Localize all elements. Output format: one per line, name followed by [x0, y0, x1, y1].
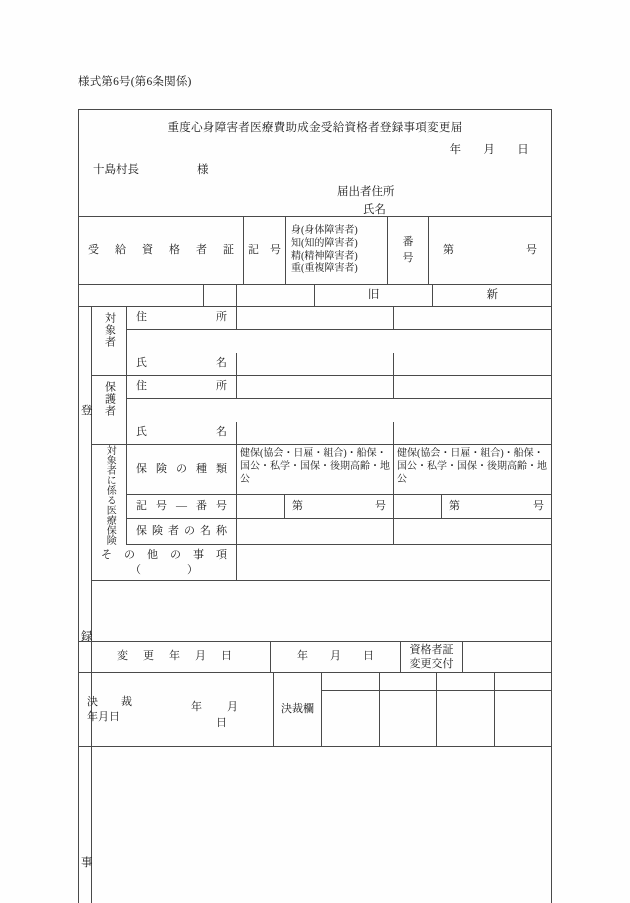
insurer-char-5: 名 [200, 524, 211, 537]
cert-char-3: 資 [142, 243, 153, 256]
other-char-4: の [170, 549, 181, 561]
stamp-header-1 [322, 673, 380, 690]
reg-char-3: 事 [79, 855, 92, 888]
group-label-guardian-spacer [92, 422, 127, 445]
chg-char-3: 年 [169, 650, 180, 663]
decision-month-label: 月 [227, 701, 238, 713]
guardian-name-row [92, 422, 551, 445]
page-title: 重度心身障害者医療費助成金受給資格者登録事項変更届 [167, 122, 463, 134]
change-date-row [79, 642, 551, 673]
insurance-no-old-field[interactable] [285, 495, 393, 518]
chg-char-5: 日 [221, 650, 232, 663]
certificate-number-markers [433, 243, 547, 259]
stamp-cell-1[interactable] [322, 691, 380, 746]
decision-date-value [191, 700, 273, 732]
group-label-guardian [92, 376, 127, 422]
decision-year-label: 年 [191, 701, 202, 713]
addressee-line [93, 161, 209, 177]
target-name-old[interactable] [237, 353, 394, 376]
other-char-5: 事 [193, 549, 204, 561]
date-day-label: 日 [517, 144, 529, 156]
guardian-name-char-2: 名 [216, 426, 227, 439]
ins-no-char-3: — [176, 499, 187, 512]
admin-table [78, 641, 552, 747]
insurance-number-row [127, 495, 551, 519]
go-label: 号 [526, 243, 537, 256]
ins-type-char-3: の [176, 462, 187, 475]
disability-code-cell [286, 217, 388, 285]
bango-label-cell: 番 号 [388, 217, 429, 285]
stamp-cell-2[interactable] [380, 691, 438, 746]
insurance-number-label [127, 495, 237, 519]
decision-stamp-header [322, 673, 551, 691]
group-label-guardian-text: 保護者 [103, 381, 116, 417]
insurer-char-1: 保 [136, 524, 147, 537]
cert-char-1: 受 [88, 243, 99, 256]
ins-type-char-2: 険 [156, 462, 167, 475]
ins-no-char-4: 番 [196, 499, 207, 512]
guardian-name-new[interactable] [394, 422, 551, 445]
insurer-name-label [127, 519, 237, 545]
registration-rows [92, 307, 551, 903]
addressee-name: 十島村長 [93, 164, 139, 176]
guardian-address-old[interactable] [237, 376, 394, 399]
guardian-name-char-1: 氏 [136, 426, 147, 439]
disability-code-physical: 身(身体障害者) [291, 224, 358, 236]
reg-char-2: 録 [79, 629, 92, 662]
chg-char-4: 月 [195, 650, 206, 663]
ins-no-new-go: 号 [533, 499, 544, 512]
target-name-row [92, 353, 551, 376]
submission-date-line [450, 141, 529, 157]
cert-char-6: 証 [223, 243, 234, 256]
stamp-header-2 [380, 673, 438, 690]
ins-type-char-5: 類 [216, 462, 227, 475]
date-year-label: 年 [449, 144, 462, 156]
decision-date-label [87, 695, 138, 725]
ins-no-char-2: 号 [156, 499, 167, 512]
insurance-symbol-old[interactable] [237, 495, 285, 518]
date-month-label: 月 [483, 144, 496, 156]
insurance-type-label [127, 445, 237, 495]
decision-date-cell[interactable] [79, 673, 274, 746]
guardian-address-label [127, 376, 237, 399]
ins-no-old-dai: 第 [292, 499, 303, 512]
target-name-char-1: 氏 [136, 357, 147, 370]
registration-section [79, 307, 551, 903]
ins-no-new-dai: 第 [449, 499, 460, 512]
decision-stamp-body [322, 691, 551, 746]
insurance-block [92, 445, 551, 545]
chg-char-1: 変 [117, 650, 128, 663]
column-header-new: 新 [433, 285, 551, 307]
stamp-cell-3[interactable] [437, 691, 495, 746]
kigo-label-cell: 記 号 [244, 217, 286, 285]
target-address-row [92, 307, 551, 353]
insurance-number-new [394, 495, 551, 519]
reg-char-1: 登 [79, 404, 92, 436]
form-number: 様式第6号(第6条関係) [78, 76, 192, 88]
other-items-paren [97, 563, 231, 578]
group-label-insurance-text: 対象者に係る医療保険 [104, 445, 116, 545]
registration-section-label-text [79, 307, 91, 903]
guardian-address-char-2: 所 [216, 380, 227, 393]
ins-no-char-1: 記 [136, 499, 147, 512]
dai-label: 第 [443, 243, 454, 256]
other-items-label [92, 545, 237, 581]
insurer-name-old[interactable] [237, 519, 394, 545]
insurance-number-old [237, 495, 394, 519]
cert-reissue-line-2: 変更交付 [409, 658, 454, 670]
oldnew-spacer-1 [79, 285, 204, 307]
target-address-new[interactable] [394, 307, 551, 330]
form-header-block [79, 110, 551, 217]
main-form-table [78, 109, 552, 903]
old-new-header-row [79, 285, 551, 307]
other-char-6: 項 [216, 549, 227, 561]
insurance-type-old[interactable]: 健保(協会・日雇・組合)・船保・国公・私学・国保・後期高齢・地公 [237, 445, 394, 495]
stamp-cell-4[interactable] [495, 691, 552, 746]
chg-year-label: 年 [297, 650, 308, 663]
other-char-1: そ [101, 549, 112, 561]
guardian-name-old[interactable] [237, 422, 394, 445]
target-name-char-2: 名 [216, 357, 227, 370]
guardian-address-char-1: 住 [136, 380, 147, 393]
ins-no-char-5: 号 [216, 499, 227, 512]
chg-month-label: 月 [330, 650, 341, 663]
guardian-address-row [92, 376, 551, 422]
insurer-char-4: の [184, 524, 195, 537]
cert-char-5: 者 [196, 243, 207, 256]
ins-type-char-4: 種 [196, 462, 207, 475]
cert-reissue-label [401, 642, 463, 673]
change-date-value[interactable] [271, 642, 401, 673]
other-paren-close: ） [187, 563, 198, 576]
cert-char-2: 給 [115, 243, 126, 256]
disability-code-list [291, 225, 358, 276]
cert-reissue-line-1: 資格者証 [409, 643, 454, 656]
disability-code-multiple: 重(重複障害者) [291, 263, 358, 275]
ins-type-char-1: 保 [136, 462, 147, 475]
applicant-name-label: 氏名 [363, 203, 386, 216]
decision-stamp-grid [322, 673, 551, 746]
change-date-label [79, 642, 271, 673]
stamp-header-4 [495, 673, 552, 690]
other-items-value[interactable] [237, 545, 550, 581]
applicant-block [337, 184, 395, 220]
other-items-row [92, 545, 551, 581]
certificate-label-cell [79, 217, 244, 285]
stamp-header-3 [437, 673, 495, 690]
other-char-2: の [124, 549, 135, 561]
target-address-char-1: 住 [136, 311, 147, 324]
column-header-old: 旧 [315, 285, 434, 307]
insurer-name-new[interactable] [394, 519, 551, 545]
target-name-new[interactable] [394, 353, 551, 376]
cert-reissue-value[interactable] [463, 642, 551, 673]
other-paren-open: （ [130, 563, 141, 576]
other-char-3: 他 [147, 549, 158, 561]
decision-box-label: 決裁欄 [274, 673, 322, 746]
insurance-symbol-new[interactable] [394, 495, 442, 518]
chg-char-2: 更 [143, 650, 154, 663]
chg-day-label: 日 [363, 650, 374, 663]
decision-day-label: 日 [216, 716, 227, 729]
applicant-address-label: 届出者住所 [337, 186, 395, 198]
target-name-label [127, 353, 237, 376]
group-label-insurance [92, 445, 127, 545]
group-label-target [92, 307, 127, 353]
insurance-type-new[interactable]: 健保(協会・日雇・組合)・船保・国公・私学・国保・後期高齢・地公 [394, 445, 551, 495]
decision-label-line-1: 決 裁 [87, 696, 138, 708]
target-address-label [127, 307, 237, 330]
insurance-type-row [127, 445, 551, 495]
disability-code-mental: 精(精神障害者) [291, 250, 358, 262]
insurance-rows [127, 445, 551, 545]
certificate-number-field[interactable] [429, 217, 551, 285]
insurer-name-row [127, 519, 551, 545]
disability-code-intellectual: 知(知的障害者) [291, 237, 358, 249]
registration-section-label [79, 307, 92, 903]
group-label-target-text: 対象者 [103, 312, 116, 348]
guardian-name-label [127, 422, 237, 445]
target-address-old[interactable] [237, 307, 394, 330]
certificate-row [79, 217, 551, 285]
ins-no-old-go: 号 [375, 499, 386, 512]
target-address-char-2: 所 [216, 311, 227, 324]
cert-char-4: 格 [169, 243, 180, 256]
certificate-label [83, 243, 239, 259]
decision-label-line-2: 年月日 [87, 710, 120, 723]
insurance-no-new-field[interactable] [442, 495, 551, 518]
group-label-target-spacer [92, 353, 127, 376]
oldnew-spacer-2 [204, 285, 237, 307]
insurer-char-2: 険 [152, 524, 163, 537]
oldnew-spacer-3 [237, 285, 315, 307]
guardian-address-new[interactable] [394, 376, 551, 399]
insurer-char-3: 者 [168, 524, 179, 537]
decision-row [79, 673, 551, 746]
addressee-honorific: 様 [197, 164, 209, 176]
insurer-char-6: 称 [216, 524, 227, 537]
